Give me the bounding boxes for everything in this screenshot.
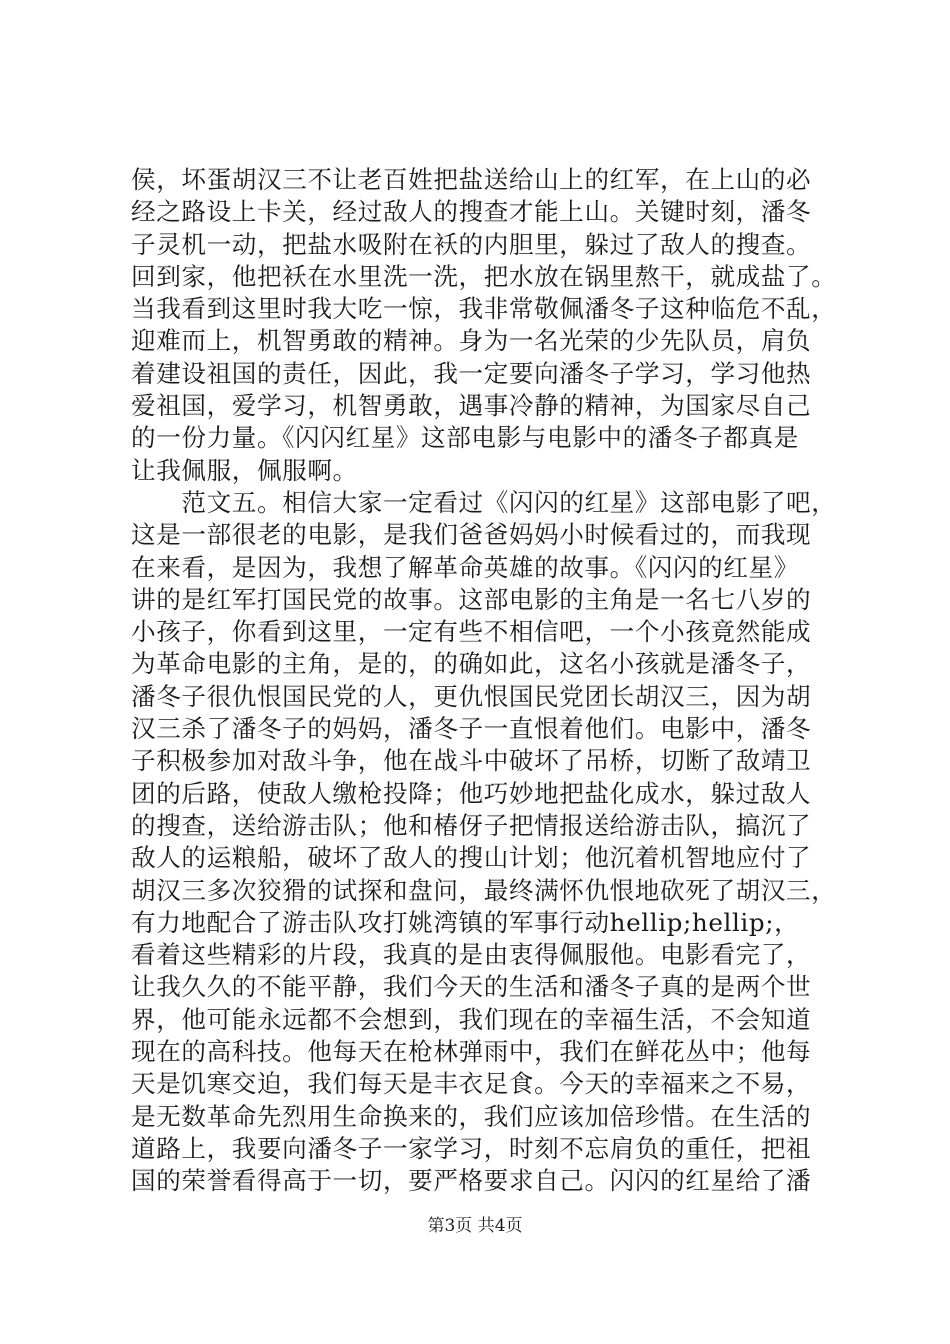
text-line: 当我看到这里时我大吃一惊，我非常敬佩潘冬子这种临危不乱， <box>131 294 837 324</box>
text-line: 让我佩服，佩服啊。 <box>131 455 358 485</box>
page-number-footer: 第3页 共4页 <box>427 1216 523 1236</box>
text-line: 侯，坏蛋胡汉三不让老百姓把盐送给山上的红军，在上山的必 <box>131 165 812 194</box>
text-line: 着建设祖国的责任，因此，我一定要向潘冬子学习，学习他热 <box>131 358 812 388</box>
text-line: 回到家，他把袄在水里洗一洗，把水放在锅里熬干，就成盐了。 <box>131 261 837 291</box>
text-line: 看着这些精彩的片段，我真的是由衷得佩服他。电影看完了， <box>131 940 812 970</box>
paragraph-start-line: 范文五。相信大家一定看过《闪闪的红星》这部电影了吧， <box>131 487 837 517</box>
text-line: 的一份力量。《闪闪红星》这部电影与电影中的潘冬子都真是 <box>131 423 799 453</box>
body-text <box>131 164 837 1198</box>
text-line: 有力地配合了游击队攻打姚湾镇的军事行动hellip;hellip;， <box>131 907 800 937</box>
text-line: 敌人的运粮船，破坏了敌人的搜山计划；他沉着机智地应付了 <box>131 843 812 873</box>
text-line: 界，他可能永远都不会想到，我们现在的幸福生活，不会知道 <box>131 1004 812 1034</box>
text-line: 的搜查，送给游击队；他和椿伢子把情报送给游击队，搞沉了 <box>131 810 812 840</box>
text-line: 这是一部很老的电影，是我们爸爸妈妈小时候看过的，而我现 <box>131 520 812 550</box>
text-line: 讲的是红军打国民党的故事。这部电影的主角是一名七八岁的 <box>131 584 812 614</box>
text-line: 是无数革命先烈用生命换来的，我们应该加倍珍惜。在生活的 <box>131 1101 812 1131</box>
text-line: 爱祖国，爱学习，机智勇敢，遇事冷静的精神，为国家尽自己 <box>131 391 812 421</box>
text-line: 让我久久的不能平静，我们今天的生活和潘冬子真的是两个世 <box>131 972 812 1002</box>
text-line: 团的后路，使敌人缴枪投降；他巧妙地把盐化成水，躲过敌人 <box>131 778 812 808</box>
text-line: 道路上，我要向潘冬子一家学习，时刻不忘肩负的重任，把祖 <box>131 1133 812 1163</box>
text-line: 国的荣誉看得高于一切，要严格要求自己。闪闪的红星给了潘 <box>131 1166 812 1196</box>
text-line: 汉三杀了潘冬子的妈妈，潘冬子一直恨着他们。电影中，潘冬 <box>131 714 812 744</box>
text-line: 现在的高科技。他每天在枪林弹雨中，我们在鲜花丛中；他每 <box>131 1037 812 1067</box>
text-line: 为革命电影的主角，是的，的确如此，这名小孩就是潘冬子， <box>131 649 812 679</box>
text-line: 胡汉三多次狡猾的试探和盘问，最终满怀仇恨地砍死了胡汉三， <box>131 875 837 905</box>
text-line: 小孩子，你看到这里，一定有些不相信吧，一个小孩竟然能成 <box>131 617 812 647</box>
text-line: 经之路设上卡关，经过敌人的搜查才能上山。关键时刻，潘冬 <box>131 197 812 227</box>
text-line: 子灵机一动，把盐水吸附在袄的内胆里，躲过了敌人的搜查。 <box>131 229 812 259</box>
text-line: 迎难而上，机智勇敢的精神。身为一名光荣的少先队员，肩负 <box>131 326 812 356</box>
text-line: 在来看，是因为，我想了解革命英雄的故事。《闪闪的红星》 <box>131 552 799 582</box>
text-line: 子积极参加对敌斗争，他在战斗中破坏了吊桥，切断了敌靖卫 <box>131 746 812 776</box>
text-line: 潘冬子很仇恨国民党的人，更仇恨国民党团长胡汉三，因为胡 <box>131 681 812 711</box>
text-line: 天是饥寒交迫，我们每天是丰衣足食。今天的幸福来之不易， <box>131 1069 812 1099</box>
